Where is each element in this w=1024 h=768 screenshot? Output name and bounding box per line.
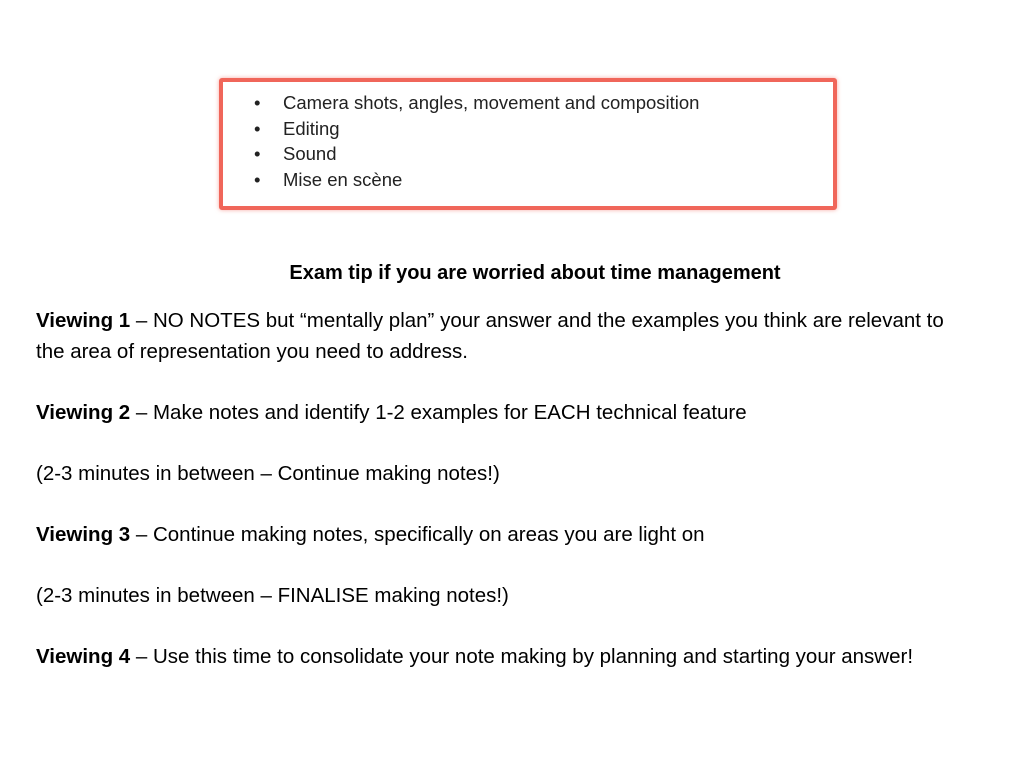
- paragraph-label: Viewing 4: [36, 645, 131, 668]
- paragraph-label: Viewing 3: [36, 523, 131, 546]
- paragraph-label: Viewing 2: [36, 401, 131, 424]
- paragraph-text: – Use this time to consolidate your note making by planning and starting your answer!: [130, 645, 914, 668]
- paragraph-label: Viewing 1: [36, 309, 131, 332]
- paragraph-viewing-4: [36, 641, 976, 672]
- paragraph-break-1: [36, 458, 976, 489]
- list-item: [254, 141, 833, 167]
- paragraph-viewing-1: [36, 305, 976, 367]
- list-item: [254, 116, 833, 142]
- bullet-icon: •: [254, 92, 261, 113]
- paragraph-text: – Continue making notes, specifically on areas you are light on: [130, 523, 705, 546]
- paragraph-text: – Make notes and identify 1-2 examples for EACH technical feature: [130, 401, 747, 424]
- viewing-instructions: [36, 305, 976, 702]
- technical-features-list: [223, 82, 833, 192]
- paragraph-break-2: [36, 580, 976, 611]
- list-item-text: Sound: [283, 143, 337, 164]
- exam-tip-heading: Exam tip if you are worried about time management: [289, 262, 781, 284]
- technical-features-box: [219, 78, 837, 210]
- list-item-text: Camera shots, angles, movement and composition: [283, 92, 700, 113]
- list-item-text: Editing: [283, 117, 340, 139]
- paragraph-text: (2-3 minutes in between – FINALISE making notes!): [36, 584, 509, 607]
- paragraph-text: – NO NOTES but “mentally plan” your answer and the examples you think are relevant to the area of representation you need to address.: [36, 309, 944, 363]
- paragraph-text: (2-3 minutes in between – Continue making notes!): [36, 462, 500, 485]
- bullet-icon: •: [254, 143, 261, 164]
- list-item: [254, 90, 833, 116]
- paragraph-viewing-3: [36, 519, 976, 550]
- paragraph-viewing-2: [36, 397, 976, 428]
- bullet-icon: •: [254, 117, 261, 139]
- bullet-icon: •: [254, 168, 261, 190]
- list-item-text: Mise en scène: [283, 168, 403, 190]
- list-item: [254, 167, 833, 193]
